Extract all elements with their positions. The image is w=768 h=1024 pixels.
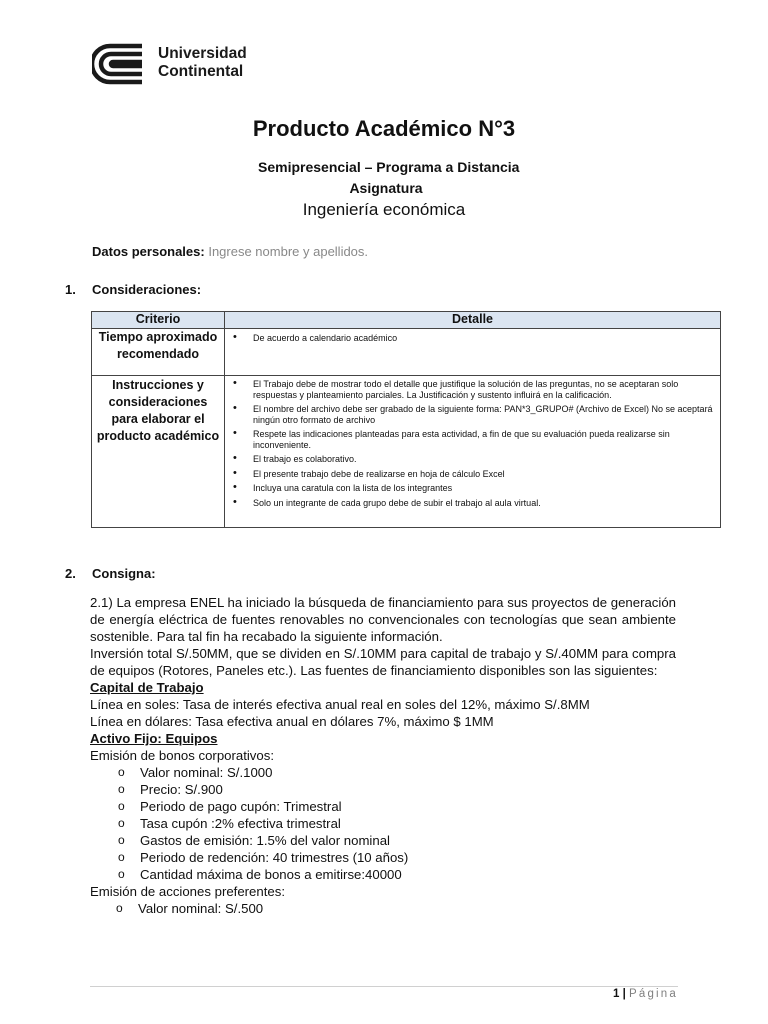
criterion-cell: Instrucciones y consideraciones para elaborar el producto académico [92, 376, 225, 528]
list-item: • El Trabajo debe de mostrar todo el detalle que justifique la solución de las preguntas, no se aceptaran solo respuestas y planteamiento parciales. La Justificación y sustento influirá en la calificación. [253, 379, 714, 400]
list-item: • Solo un integrante de cada grupo debe de subir el trabajo al aula virtual. [253, 498, 714, 509]
list-item: • El presente trabajo debe de realizarse en hoja de cálculo Excel [253, 469, 714, 480]
list-item: o Gastos de emisión: 1.5% del valor nominal [90, 832, 676, 849]
personal-data-placeholder[interactable]: Ingrese nombre y apellidos. [208, 244, 369, 259]
table-header-row [92, 312, 721, 329]
list-item: o Periodo de pago cupón: Trimestral [90, 798, 676, 815]
detail-cell [225, 376, 721, 528]
list-item: • El nombre del archivo debe ser grabado de la siguiente forma: PAN*3_GRUPO# (Archivo de Excel) No se aceptará ningún otro formato de archivo [253, 404, 714, 425]
page-separator: | [622, 988, 626, 1000]
activo-heading: Activo Fijo: Equipos [90, 731, 218, 746]
section-number: 1. [65, 282, 76, 297]
criterion-cell: Tiempo aproximado recomendado [92, 329, 225, 376]
page-number: 1 [612, 988, 620, 1000]
table-row [92, 329, 721, 376]
document-subtitle: Semipresencial – Programa a Distancia [258, 159, 520, 175]
list-item: o Valor nominal: S/.1000 [90, 764, 676, 781]
subject-name: Ingeniería económica [302, 200, 466, 219]
university-logo-icon [92, 42, 152, 86]
list-item: • El trabajo es colaborativo. [253, 454, 714, 465]
list-item: • De acuerdo a calendario académico [253, 333, 714, 344]
table-header-criterio: Criterio [92, 312, 225, 329]
bonos-list [90, 764, 676, 883]
list-item: o Precio: S/.900 [90, 781, 676, 798]
section-title: Consigna: [92, 566, 156, 581]
text-line: Emisión de acciones preferentes: [90, 884, 285, 899]
list-item: • Incluya una caratula con la lista de los integrantes [253, 483, 714, 494]
text-line: Emisión de bonos corporativos: [90, 748, 274, 763]
criteria-table [91, 311, 721, 528]
list-item: o Valor nominal: S/.500 [90, 900, 676, 917]
capital-heading: Capital de Trabajo [90, 680, 204, 695]
list-item: • Respete las indicaciones planteadas para esta actividad, a fin de que su evaluación pueda realizarse sin inconveniente. [253, 429, 714, 450]
text-line: Línea en dólares: Tasa efectiva anual en dólares 7%, máximo $ 1MM [90, 714, 494, 729]
page-label: Página [628, 988, 678, 1000]
detail-cell [225, 329, 721, 376]
section-number: 2. [65, 566, 76, 581]
logo-line1: Universidad [158, 45, 247, 62]
paragraph: Inversión total S/.50MM, que se dividen en S/.10MM para capital de trabajo y S/.40MM para compra de equipos (Rotores, Paneles etc.). Las fuentes de financiamiento disponibles son las siguientes: [90, 646, 676, 678]
logo-line2: Continental [158, 63, 244, 80]
subject-label: Asignatura [349, 180, 423, 196]
text-line: Línea en soles: Tasa de interés efectiva anual real en soles del 12%, máximo S/.8MM [90, 697, 590, 712]
personal-data [92, 244, 368, 259]
list-item: o Cantidad máxima de bonos a emitirse:40000 [90, 866, 676, 883]
table-row [92, 376, 721, 528]
personal-data-label: Datos personales: [92, 244, 205, 259]
consigna-body [90, 594, 676, 917]
paragraph: 2.1) La empresa ENEL ha iniciado la búsqueda de financiamiento para sus proyectos de generación de energía eléctrica de fuentes renovables no convencionales con tecnologías que sean ambiente sostenible. Para tal fin ha recabado la siguiente información. [90, 595, 676, 644]
footer-divider [90, 986, 678, 987]
list-item: o Tasa cupón :2% efectiva trimestral [90, 815, 676, 832]
list-item: o Periodo de redención: 40 trimestres (10 años) [90, 849, 676, 866]
page-footer [613, 988, 678, 1000]
document-title: Producto Académico N°3 [252, 116, 516, 141]
university-logo [92, 42, 262, 86]
table-header-detalle: Detalle [225, 312, 721, 329]
section-title: Consideraciones: [92, 282, 202, 297]
acciones-list [90, 900, 676, 917]
